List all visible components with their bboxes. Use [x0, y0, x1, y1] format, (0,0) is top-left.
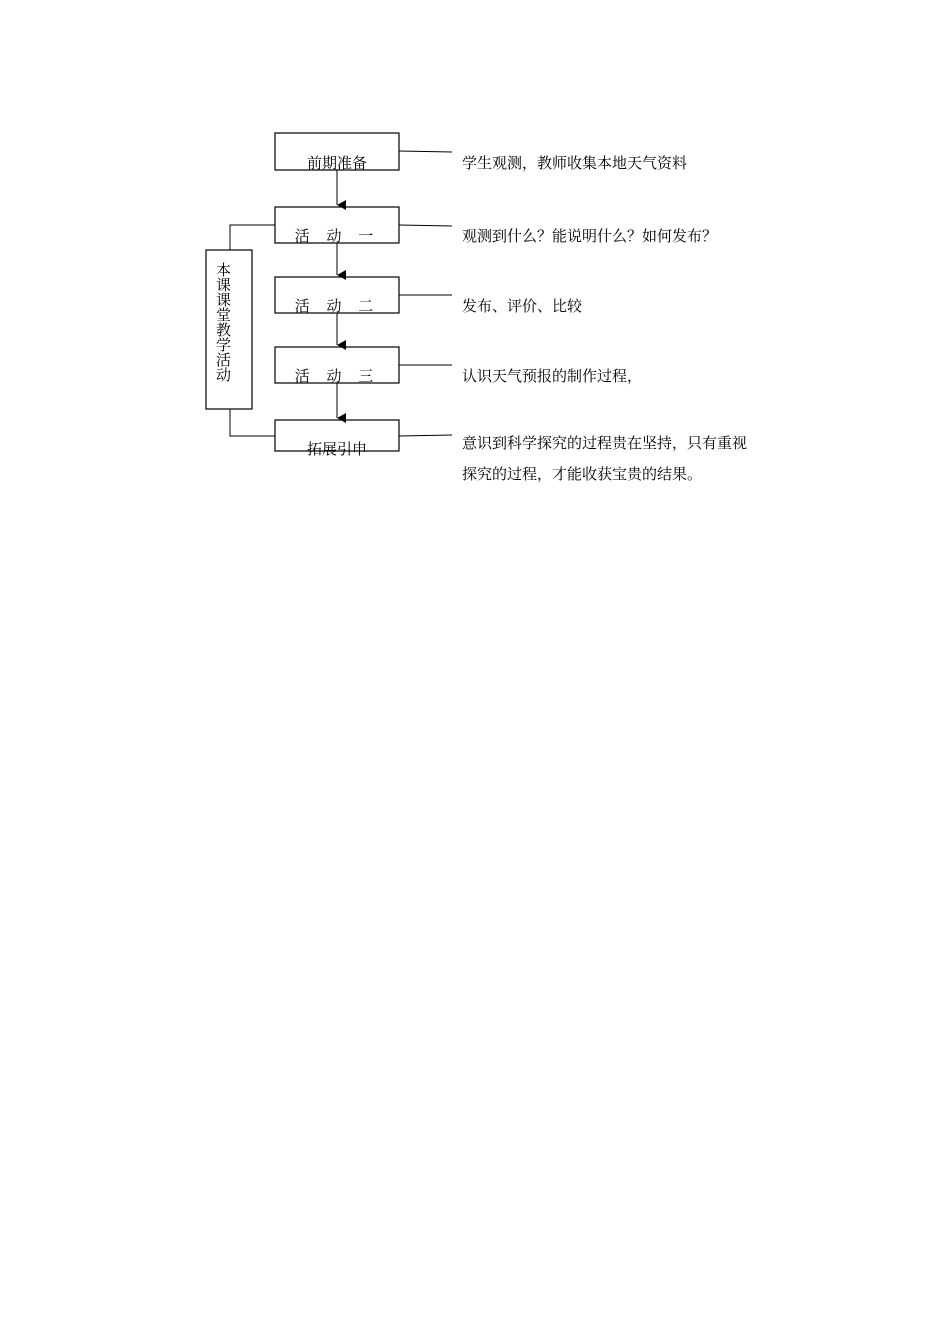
side-label-text: 本课课堂教学活动 [214, 262, 232, 382]
bracket-bottom-connector [230, 409, 275, 436]
connector-prep-description [399, 151, 452, 152]
bracket-top-connector [230, 225, 275, 250]
step-label-prep: 前期准备 [306, 154, 367, 172]
description-prep: 学生观测，教师收集本地天气资料 [462, 154, 688, 172]
step-label-activity-2: 活 动 二 [294, 297, 380, 315]
description-activity-1: 观测到什么？能说明什么？如何发布？ [462, 227, 718, 245]
connector-extension-description [399, 435, 452, 436]
description-activity-3: 认识天气预报的制作过程， [462, 367, 643, 385]
step-label-activity-1: 活 动 一 [294, 227, 380, 245]
step-label-activity-3: 活 动 三 [294, 367, 380, 385]
description-extension: 意识到科学探究的过程贵在坚持，只有重视探究的过程，才能收获宝贵的结果。 [462, 434, 748, 483]
description-activity-2: 发布、评价、比较 [462, 297, 583, 315]
step-label-extension: 拓展引申 [306, 440, 367, 458]
connector-activity-1-description [399, 225, 452, 226]
